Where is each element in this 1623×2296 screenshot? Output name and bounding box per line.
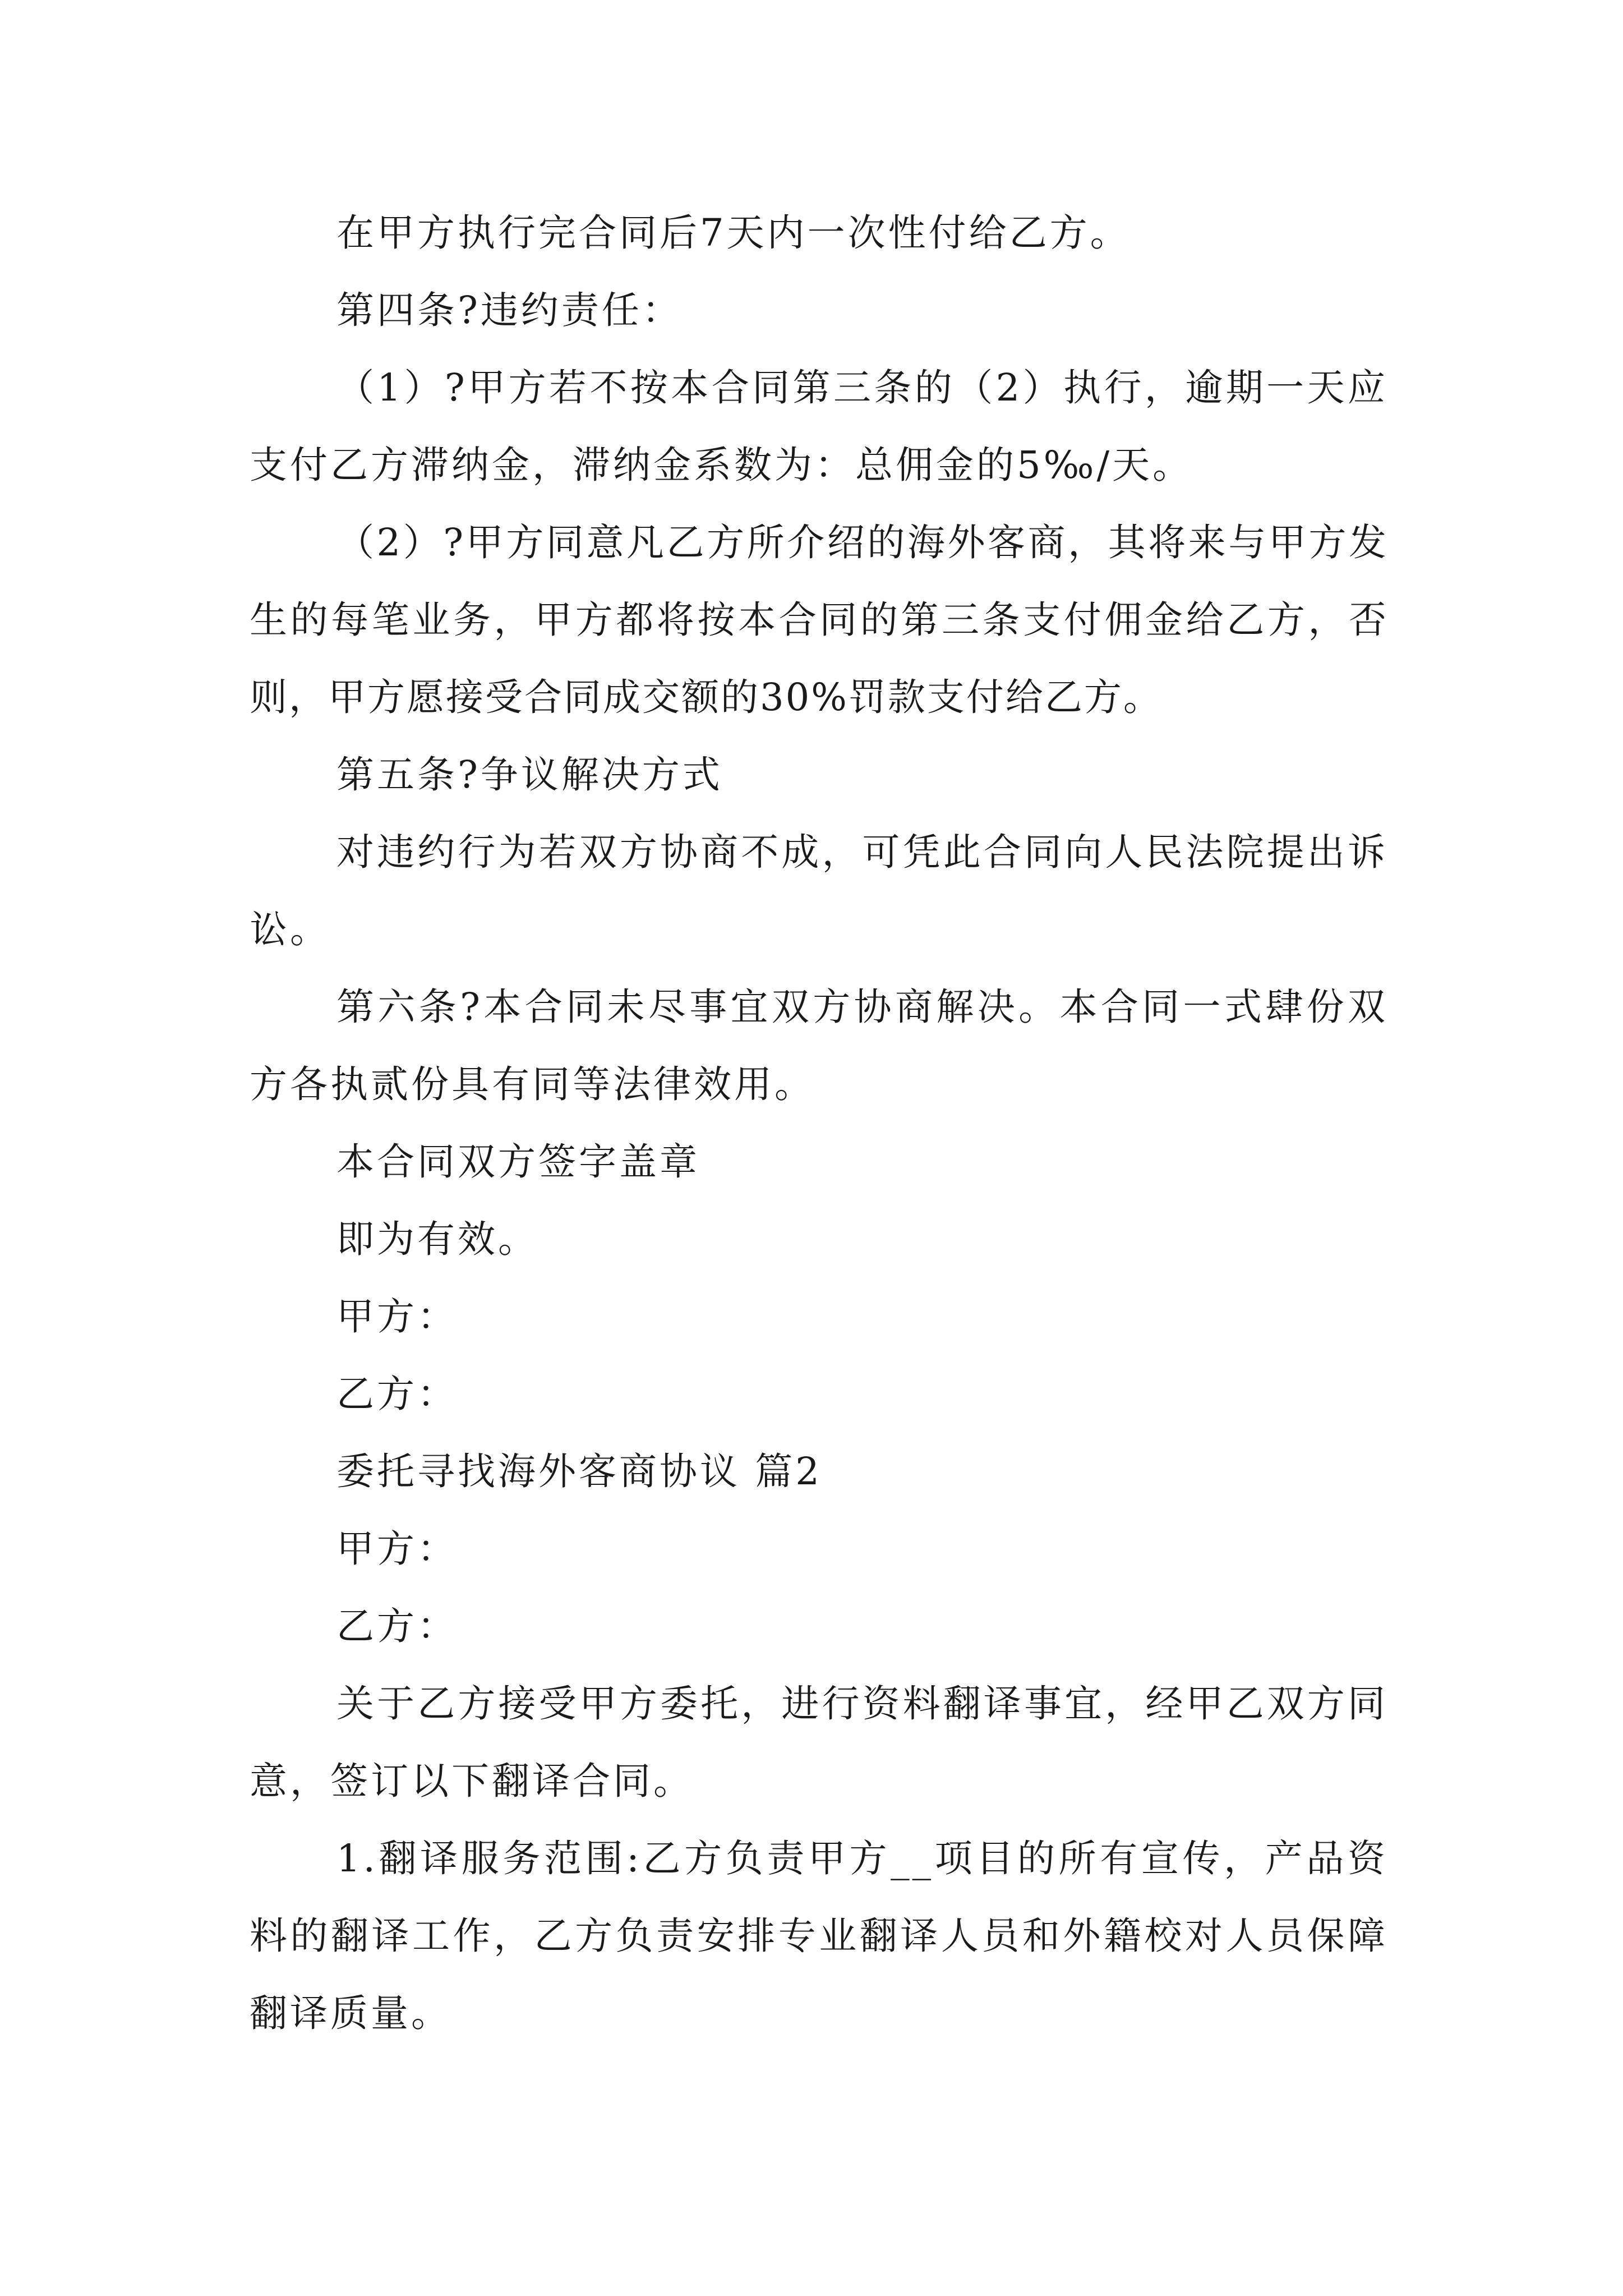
paragraph-payment-term: 在甲方执行完合同后7天内一次性付给乙方。 — [336, 211, 1131, 255]
agreement-2-title: 委托寻找海外客商协议 篇2 — [336, 1450, 822, 1493]
paragraph-translation-scope: 1.翻译服务范围:乙方负责甲方__项目的所有宣传，产品资料的翻译工作，乙方负责安排专业翻译人员和外籍校对人员保障翻译质量。 — [250, 1837, 1388, 2035]
paragraph-article-4-heading: 第四条?违约责任： — [336, 288, 683, 332]
agreement-2-party-a-label: 甲方： — [336, 1527, 458, 1571]
paragraph-translation-intro: 关于乙方接受甲方委托，进行资料翻译事宜，经甲乙双方同意，签订以下翻译合同。 — [250, 1682, 1388, 1803]
agreement-2-party-b-label: 乙方： — [336, 1604, 458, 1648]
paragraph-article-6: 第六条?本合同未尽事宜双方协商解决。本合同一式肆份双方各执贰份具有同等法律效用。 — [250, 985, 1388, 1106]
paragraph-article-4-item-2: （2）?甲方同意凡乙方所介绍的海外客商，其将来与甲方发生的每笔业务，甲方都将按本合同的第三条支付佣金给乙方，否则，甲方愿接受合同成交额的30%罚款支付给乙方。 — [250, 521, 1388, 719]
document-body — [250, 194, 1388, 2052]
party-a-label: 甲方： — [336, 1295, 458, 1338]
paragraph-article-4-item-1: （1）?甲方若不按本合同第三条的（2）执行，逾期一天应支付乙方滞纳金，滞纳金系数为：总佣金的5‰/天。 — [250, 366, 1388, 487]
party-b-label: 乙方： — [336, 1372, 458, 1416]
paragraph-article-5-heading: 第五条?争议解决方式 — [336, 753, 723, 797]
paragraph-signature-note: 本合同双方签字盖章 — [336, 1140, 700, 1184]
paragraph-dispute-resolution: 对违约行为若双方协商不成，可凭此合同向人民法院提出诉讼。 — [250, 830, 1388, 951]
paragraph-effective-note: 即为有效。 — [336, 1217, 538, 1261]
